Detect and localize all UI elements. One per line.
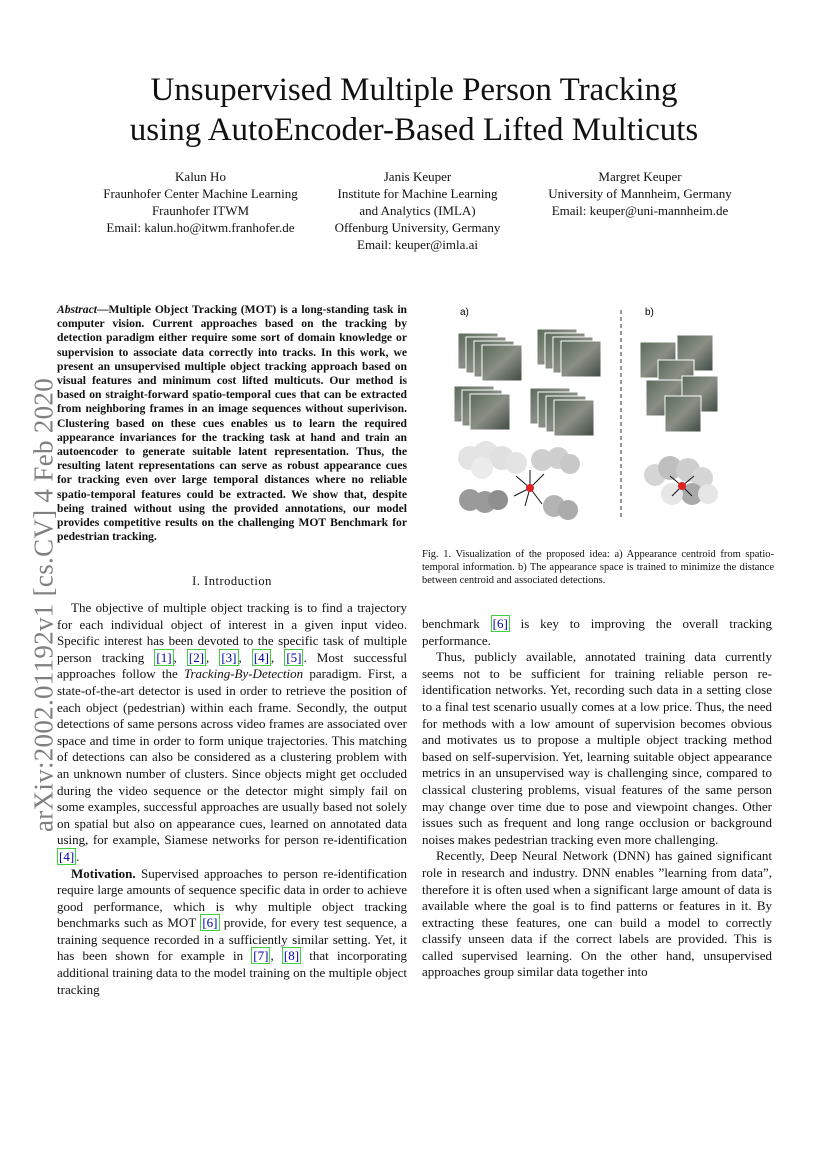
author-affiliation: Institute for Machine Learning [337, 186, 498, 201]
figure-caption: Fig. 1. Visualization of the proposed idea: a) Appearance centroid from spatio-temporal information. b) The appearance space is trained to minimize the distance between centroid and associated detections. [422, 549, 774, 586]
citation-link[interactable]: [4] [59, 848, 75, 864]
author-name: Margret Keuper [598, 169, 682, 184]
abstract-text: —Multiple Object Tracking (MOT) is a long-standing task in computer vision. Current approaches based on the tracking by detection paradigm either require some sort of domain knowledge or supervision to associate data correctly into tracks. In this work, we present an unsupervised multiple object tracking approach based on visual features and minimum cost lifted multicuts. Our method is based on straight-forward spatio-temporal cues that can be extracted from neighboring frames in an image sequences without superivison. Clustering based on these cues enables us to learn the required appearance invariances for the tracking task at hand and train an autoencoder to generate suitable latent representation. Thus, the resulting latent representations can serve as robust appearance cues for tracking even over large temporal distances where no reliable spatio-temporal features could be extracted. We show that, despite being trained without using the provided annotations, our model provides competitive results on the challenging MOT Benchmark for pedestrian tracking. [57, 303, 407, 544]
introduction-column [57, 600, 407, 998]
author-affiliation: University of Mannheim, Germany [548, 186, 732, 201]
abstract-label: Abstract [57, 303, 97, 316]
citation-link[interactable]: [3] [221, 649, 237, 665]
text-run: Supervised approaches to person re-identification require large amounts of sequence specific data in order to achieve good performance, which is why multiple object tracking benchmarks such as MOT [57, 865, 407, 931]
abstract [57, 303, 407, 544]
figure-illustration [430, 300, 780, 540]
text-run: The objective of multiple object tracking is to find a trajectory for each individual object of interest in a given input video. Specific interest has been devoted to the specific task of multiple person tracking [57, 600, 407, 665]
centroid-dot-b [678, 482, 686, 490]
text-run: is key to improving the overall tracking performance. [422, 616, 772, 648]
section-heading-introduction: I. Introduction [192, 574, 272, 588]
citation-link[interactable]: [6] [492, 616, 508, 631]
text-run: benchmark [422, 616, 491, 631]
author-name: Janis Keuper [383, 169, 452, 184]
author-affiliation: Offenburg University, Germany [334, 220, 501, 235]
author-affiliation: and Analytics (IMLA) [359, 203, 476, 218]
citation-link[interactable]: [6] [202, 915, 218, 931]
text-run: . Most successful approaches follow the [57, 649, 408, 682]
title-line-2: using AutoEncoder-Based Lifted Multicuts [129, 112, 699, 148]
citation-link[interactable]: [8] [283, 948, 300, 964]
author-block-2 [320, 168, 515, 253]
text-run: . [76, 848, 80, 864]
paper-title [60, 70, 768, 150]
author-email: Email: keuper@uni-mannheim.de [551, 203, 729, 218]
right-paragraph-1 [422, 616, 772, 649]
panel-label-b: b) [645, 307, 654, 318]
author-email: Email: keuper@imla.ai [357, 237, 478, 252]
right-paragraph-2: Thus, publicly available, annotated training data currently seems not to be sufficient for training reliable person re-identification networks. Yet, recording such data in a setting close to a final test scenario usually comes at a low price. Thus, the need for methods with a low amount of supervision becomes obvious and motivates us to propose a multiple object tracking method based on self-supervision. Yet, learning suitable object appearance metrics in an unsupervised way is challenging since, compared to classical clustering problems, visual features of the same person may change over time due to pose and viewpoint changes. Other issues such as frequent and long range occlusion or background noises makes pedestrian tracking even more challenging. [422, 649, 772, 847]
centroid-dot-a [526, 484, 534, 492]
author-email: Email: kalun.ho@itwm.franhofer.de [106, 220, 295, 235]
citation-link[interactable]: [7] [253, 948, 269, 964]
right-paragraph-3: Recently, Deep Neural Network (DNN) has gained significant role in research and industry. DNN enables ”learning from data”, therefore it is often used when a significant large amount of data is available where the goal is to find patterns or features in it. By extracting these features, one can build a model to correctly classify unseen data if the correct labels are provided. This is called supervised learning. On the other hand, unsupervised approaches group similar data together into [422, 848, 772, 980]
text-run: provide, for every test sequence, a training sequence recorded in a sufficiently similar setting. Yet, it has been shown for example in [57, 915, 408, 964]
paragraph-label: Motivation. [71, 865, 136, 881]
cluster-clouds [458, 441, 718, 520]
right-column [422, 616, 772, 981]
citation-link[interactable]: [4] [253, 649, 269, 665]
intro-paragraph-2: Motivation. Supervised approaches to person re-identification require large amounts of sequence specific data in order to achieve good performance, which is why multiple object tracking benchmarks such as MOT [6] provide, for every test sequence, a training sequence recorded in a sufficiently similar setting. Yet, it has been shown for example in [7] , [8] that incorporating additional training data to the model training on the multiple object tracking [57, 865, 408, 997]
text-run: that incorporating additional training data to the model training on the multiple object tracking [57, 948, 408, 997]
panel-label-a: a) [460, 307, 469, 318]
author-block-1 [78, 168, 323, 236]
emphasis: Tracking-By-Detection [183, 666, 304, 682]
citation-link[interactable]: [5] [286, 649, 302, 665]
citation-link[interactable]: [1] [156, 649, 172, 665]
author-block-3 [520, 168, 760, 219]
author-affiliation: Fraunhofer ITWM [151, 203, 250, 218]
text-run: paradigm. First, a state-of-the-art detector is used in order to retrieve the position of each object (pedestrian) within each frame. Secondly, the output detections of same persons across video frames are associated over space and time in order to form unique trajectories. This matching of detections can also be considered as a clustering problem with an unknown number of clusters. Since objects might get occluded during the video sequence or the detector might simply fail on some examples, successful approaches are usually based not solely on spatial but also on appearance cues, learned on annotated data using, for example, Siamese networks for person re-identification [57, 666, 407, 848]
arxiv-identifier: arXiv:2002.01192v1 [cs.CV] 4 Feb 2020 [28, 377, 59, 833]
citation-link[interactable]: [2] [188, 649, 205, 665]
author-name: Kalun Ho [175, 169, 226, 184]
figure-1 [430, 300, 780, 540]
title-line-1: Unsupervised Multiple Person Tracking [150, 72, 678, 108]
image-stack-group [454, 329, 718, 436]
author-affiliation: Fraunhofer Center Machine Learning [103, 186, 298, 201]
intro-paragraph-1: The objective of multiple object tracking is to find a trajectory for each individual object of interest in a given input video. Specific interest has been devoted to the specific task of multiple person tracking [1] , [2] , [3] , [4] , [5] . Most successful approaches follow the Tracking-By-Detection paradigm. First, a state-of-the-art detector is used in order to retrieve the position of each object (pedestrian) within each frame. Secondly, the output detections of same persons across video frames are associated over space and time in order to form unique trajectories. This matching of detections can also be considered as a clustering problem with an unknown number of clusters. Since objects might get occluded during the video sequence or the detector might simply fail on some examples, successful approaches are usually based not solely on spatial but also on appearance cues, learned on annotated data using, for example, Siamese networks for person re-identification [4] . [57, 600, 408, 864]
